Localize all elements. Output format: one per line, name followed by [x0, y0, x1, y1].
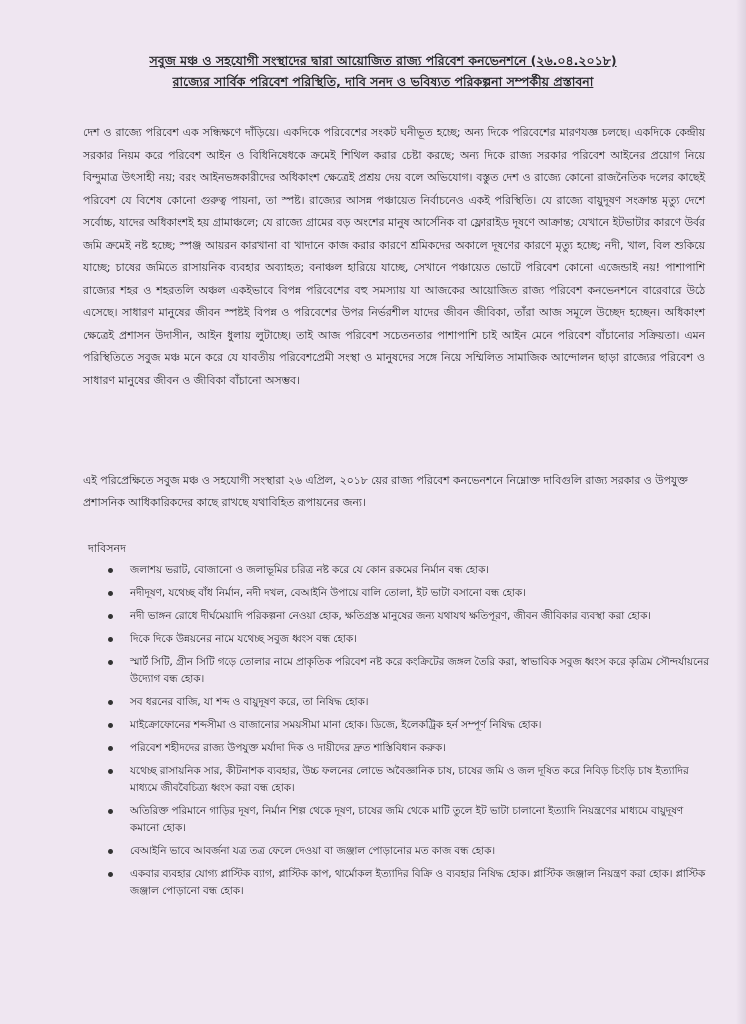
demand-text: স্মার্ট সিটি, গ্রীন সিটি গড়ে তোলার নামে প্রাকৃতিক পরিবেশ নষ্ট করে কংক্রিটের জঙ্গল তৈরি করা, স্বাভাবিক সবুজ ধ্বংস করে কৃত্রিম সৌন্দর্যায়নের উদ্যোগ বন্ধ হোক।	[130, 656, 709, 685]
bullet-icon	[108, 700, 113, 705]
demand-text: নদীদূষণ, যথেচ্ছ বাঁধ নির্মান, নদী দখল, বেআইনি উপায়ে বালি তোলা, ইট ভাটা বসানো বন্ধ হোক।	[130, 587, 526, 599]
demand-text: যথেচ্ছ রাসায়নিক সার, কীটনাশক ব্যবহার, উচ্চ ফলনের লোভে অবৈজ্ঞানিক চাষ, চাষের জমি ও জল দূষিত করে নিবিড় চিংড়ি চাষ ইত্যাদির মাধ্যমে জীববৈচিত্র্য ধ্বংস করা বন্ধ হোক।	[130, 765, 689, 794]
document-title-line-1: সবুজ মঞ্চ ও সহযোগী সংস্থাদের দ্বারা আয়োজিত রাজ্য পরিবেশ কনভেনশনে (২৬.০৪.২০১৮)	[149, 53, 617, 68]
scan-shadow-edge	[736, 0, 746, 1024]
demand-text: জলাশয় ভরাট, বোজানো ও জলাভূমির চরিত্র নষ্ট করে যে কোন রকমের নির্মান বন্ধ হোক।	[130, 564, 489, 576]
list-item	[118, 654, 714, 688]
list-item	[118, 866, 714, 900]
demand-text: নদী ভাঙ্গন রোধে দীর্ঘমেয়াদি পরিকল্পনা নেওয়া হোক, ক্ষতিগ্রস্ত মানুষের জন্য যথাযথ ক্ষতিপূরণ, জীবন জীবিকার ব্যবস্থা করা হোক।	[130, 610, 651, 622]
list-item	[118, 631, 714, 648]
list-item	[118, 585, 714, 602]
bullet-icon	[108, 746, 113, 751]
demand-text: বেআইনি ভাবে আবর্জনা যত্র তত্র ফেলে দেওয়া বা জঞ্জাল পোড়ানোর মত কাজ বন্ধ হোক।	[130, 845, 496, 857]
list-item	[118, 843, 714, 860]
list-item	[118, 694, 714, 711]
list-item	[118, 717, 714, 734]
demand-text: মাইক্রোফোনের শব্দসীমা ও বাজানোর সময়সীমা মানা হোক। ডিজে, ইলেকট্রিক হর্ন সম্পূর্ণ নিষিদ্ধ হোক।	[130, 719, 542, 731]
demand-text: অতিরিক্ত পরিমানে গাড়ির দূষণ, নির্মান শিল্প থেকে দূষণ, চাষের জমি থেকে মাটি তুলে ইট ভাটা চালানো ইত্যাদি নিয়ন্ত্রণের মাধ্যমে বায়ুদূষণ কমানো হোক।	[130, 805, 684, 834]
bullet-icon	[108, 568, 113, 573]
bullet-icon	[108, 614, 113, 619]
bullet-icon	[108, 809, 113, 814]
bullet-icon	[108, 723, 113, 728]
bullet-icon	[108, 591, 113, 596]
bullet-icon	[108, 637, 113, 642]
list-item	[118, 763, 714, 797]
demand-text: একবার ব্যবহার যোগ্য প্লাস্টিক ব্যাগ, প্লাস্টিক কাপ, থার্মোকল ইত্যাদির বিক্রি ও ব্যবহার নিষিদ্ধ হোক। প্লাস্টিক জঞ্জাল নিয়ন্ত্রণ করা হোক। প্লাস্টিক জঞ্জাল পোড়ানো বন্ধ হোক।	[130, 868, 706, 897]
bullet-icon	[108, 849, 113, 854]
document-title-line-2: রাজ্যের সার্বিক পরিবেশ পরিস্থিতি, দাবি সনদ ও ভবিষ্যত পরিকল্পনা সম্পর্কীয় প্রস্তাবনা	[172, 74, 594, 89]
demand-text: দিকে দিকে উন্নয়নের নামে যথেচ্ছ সবুজ ধ্বংস বন্ধ হোক।	[130, 633, 357, 645]
list-item	[118, 608, 714, 625]
bullet-icon	[108, 769, 113, 774]
title-block	[60, 50, 706, 92]
list-item	[118, 562, 714, 579]
bullet-icon	[108, 872, 113, 877]
context-paragraph: এই পরিপ্রেক্ষিতে সবুজ মঞ্চ ও সহযোগী সংস্থারা ২৬ এপ্রিল, ২০১৮ য়ের রাজ্য পরিবেশ কনভেনশনে নিম্নোক্ত দাবিগুলি রাজ্য সরকার ও উপযুক্ত প্রশাসনিক আধিকারিকদের কাছে রাখছে যথাবিহিত রূপায়নের জন্য।	[83, 474, 688, 509]
demands-list	[118, 562, 714, 906]
list-item	[118, 740, 714, 757]
demand-text: সব ধরনের বাজি, যা শব্দ ও বায়ুদূষণ করে, তা নিষিদ্ধ হোক।	[130, 696, 369, 708]
intro-paragraph: দেশ ও রাজ্যে পরিবেশ এক সন্ধিক্ষণে দাঁড়িয়ে। একদিকে পরিবেশের সংকট ঘনীভূত হচ্ছে; অন্য দিকে পরিবেশের মারণযজ্ঞ চলছে। একদিকে কেন্দ্রীয় সরকার নিয়ম করে পরিবেশ আইন ও বিধিনিষেধকে ক্রমেই শিথিল করার চেষ্টা করছে; অন্য দিকে রাজ্য সরকার পরিবেশ আইনের প্রয়োগ নিয়ে বিন্দুমাত্র উৎসাহী নয়; বরং আইনভঙ্গকারীদের অধিকাংশ ক্ষেত্রেই প্রশ্রয় দেয় বলে অভিযোগ। বস্তুত দেশ ও রাজ্যে কোনো রাজনৈতিক দলের কাছেই পরিবেশ যে বিশেষ কোনো গুরুত্ব পায়না, তা স্পষ্ট। রাজ্যের আসন্ন পঞ্চায়েত নির্বাচনেও একই পরিস্থিতি। যে রাজ্যে বায়ুদূষণ সংক্রান্ত মৃত্যু দেশে সর্বোচ্চ, যাদের অধিকাংশই হয় গ্রামাঞ্চলে; যে রাজ্যে গ্রামের বড় অংশের মানুষ আর্সেনিক বা ফ্লোরাইড দূষণে আক্রান্ত; যেখানে ইটভাটার কারণে উর্বর জমি ক্রমেই নষ্ট হচ্ছে; স্পঞ্জ আয়রন কারখানা বা খাদানে কাজ করার কারণে শ্রমিকদের অকালে দূষণের কারণে মৃত্যু হচ্ছে; নদী, খাল, বিল শুকিয়ে যাচ্ছে; চাষের জমিতে রাসায়নিক ব্যবহার অব্যাহত; বনাঞ্চল হারিয়ে যাচ্ছে, সেখানে পঞ্চায়েত ভোটে পরিবেশ কোনো এজেন্ডাই নয়! পাশাপাশি রাজ্যের শহর ও শহরতলি অঞ্চল একইভাবে বিপন্ন পরিবেশের বহু সমস্যায় যা আজকের আয়োজিত রাজ্য পরিবেশ কনভেনশনে বারেবারে উঠে এসেছে। সাধারণ মানুষের জীবন স্পষ্টই বিপন্ন ও পরিবেশের উপর নির্ভরশীল যাদের জীবন জীবিকা, তাঁরা আজ সমূলে উচ্ছেদ হচ্ছেন। অধিকাংশ ক্ষেত্রেই প্রশাসন উদাসীন, আইন ধুলায় লুটাচ্ছে। তাই আজ পরিবেশ সচেতনতার পাশাপাশি চাই আইন মেনে পরিবেশ বাঁচানোর সক্রিয়তা। এমন পরিস্থিতিতে সবুজ মঞ্চ মনে করে যে যাবতীয় পরিবেশপ্রেমী সংস্থা ও মানুষদের সঙ্গে নিয়ে সম্মিলিত সামাজিক আন্দোলন ছাড়া রাজ্যের পরিবেশ ও সাধারণ মানুষের জীবন ও জীবিকা বাঁচানো অসম্ভব।	[83, 126, 705, 387]
demands-heading: দাবিসনদ	[88, 542, 126, 555]
list-item	[118, 803, 714, 837]
demand-text: পরিবেশ শহীদদের রাজ্য উপযুক্ত মর্যাদা দিক ও দায়ীদের দ্রুত শাস্তিবিধান করুক।	[130, 742, 446, 754]
bullet-icon	[108, 660, 113, 665]
